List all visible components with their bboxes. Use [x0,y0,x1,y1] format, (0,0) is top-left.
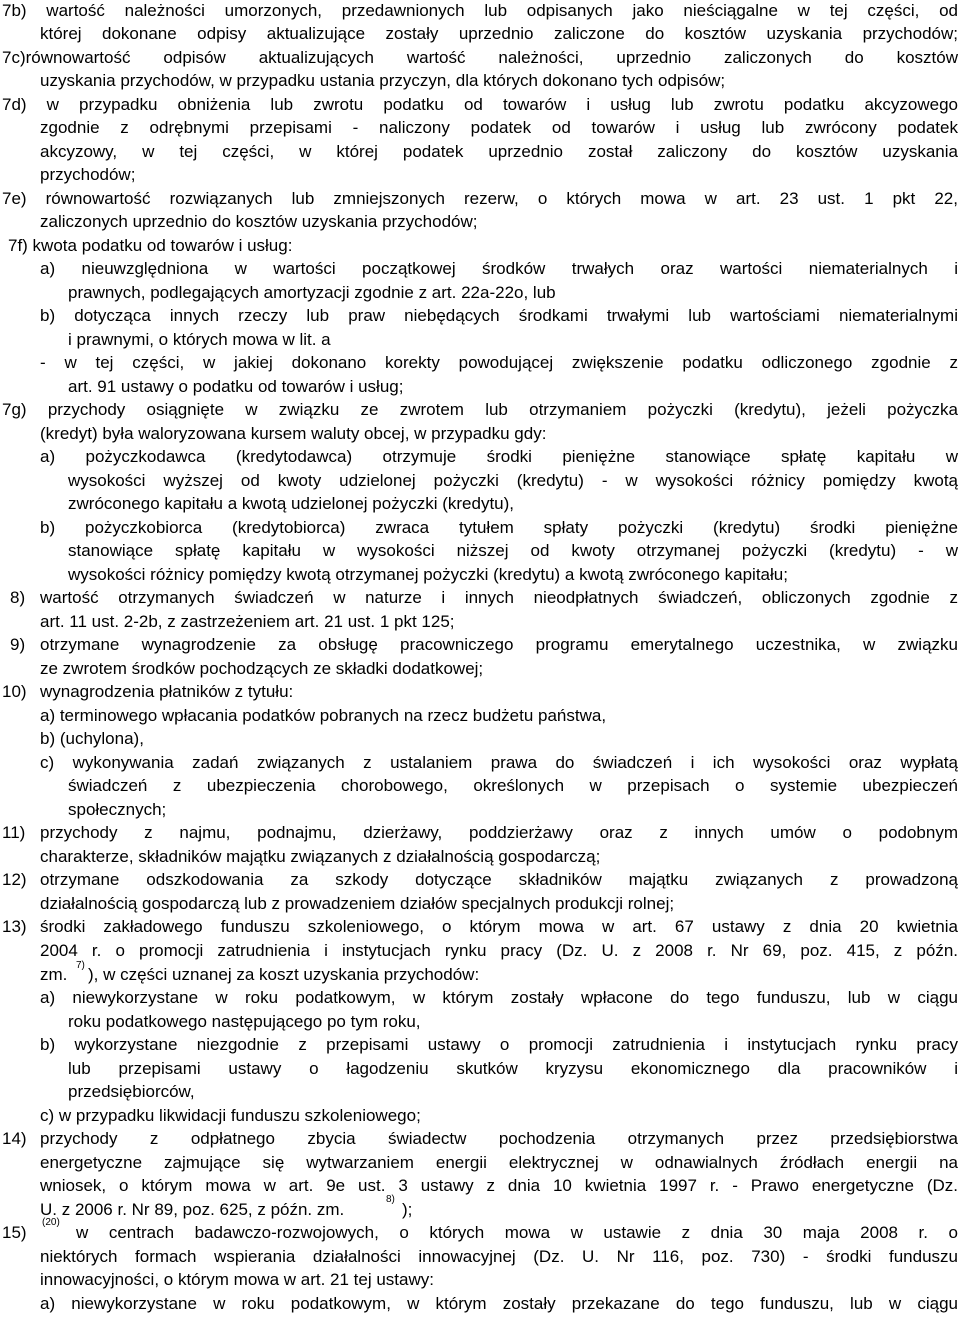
text-line: innowacyjności, o którym mowa w art. 21 tej ustawy: [40,1270,434,1289]
text-line: 7g) przychody osiągnięte w związku ze zwrotem lub otrzymaniem pożyczki (kredytu), jeżeli pożyczka [2,400,958,419]
text-line: zwróconego kapitału a kwotą udzielonej pożyczki (kredytu), [68,494,515,513]
footnote-reference: 8) [386,1194,395,1205]
text-line: b) dotycząca innych rzeczy lub praw niebędących środkami trwałymi lub wartościami niematerialnymi [40,306,958,325]
text-line: 11) [2,823,26,842]
footnote-reference: 7) [76,960,85,971]
text-line: art. 11 ust. 2-2b, z zastrzeżeniem art. 21 ust. 1 pkt 125; [40,612,455,631]
text-line: energetyczne zajmujące się wytwarzaniem energii elektrycznej w odnawialnych źródłach energii na [40,1153,958,1172]
text-line: 7c)równowartość odpisów aktualizujących wartość należności, uprzednio zaliczonych do kosztów [2,48,958,67]
text-line: wysokości wyższej od kwoty udzielonej pożyczki (kredytu) - w wysokości różnicy pomiędzy kwotą [68,471,958,490]
text-line: a) pożyczkodawca (kredytodawca) otrzymuje środki pieniężne stanowiące spłatę kapitału w [40,447,958,466]
text-line: przychody z najmu, podnajmu, dzierżawy, poddzierżawy oraz z innych umów o podobnym [40,823,958,842]
text-line: art. 91 ustawy o podatku od towarów i usług; [68,377,404,396]
text-line: 2004 r. o promocji zatrudnienia i instytucjach rynku pracy (Dz. U. z 2008 r. Nr 69, poz. 415, z późn. [40,941,958,960]
text-line: otrzymane wynagrodzenie za obsługę pracowniczego programu emerytalnego uczestnika, w związku [40,635,958,654]
text-line: - w tej części, w jakiej dokonano korekty powodującej zwiększenie podatku odliczonego zgodnie z [40,353,958,372]
text-line: 7e) równowartość rozwiązanych lub zmniejszonych rezerw, o których mowa w art. 23 ust. 1 pkt 22, [2,189,958,208]
text-line: U. z 2006 r. Nr 89, poz. 625, z późn. zm. [40,1200,345,1219]
text-line: działalnością gospodarczą lub z prowadzeniem działów specjalnych produkcji rolnej; [40,894,675,913]
text-line: niektórych formach wspierania działalności innowacyjnej (Dz. U. Nr 116, poz. 730) - środki funduszu [40,1247,958,1266]
text-line: b) wykorzystane niezgodnie z przepisami ustawy o promocji zatrudnienia i instytucjach rynku pracy [40,1035,958,1054]
text-line: a) nieuwzględniona w wartości początkowej środków trwałych oraz wartości niematerialnych i [40,259,958,278]
text-line: przychody z odpłatnego zbycia świadectw pochodzenia otrzymanych przez przedsiębiorstwa [40,1129,958,1148]
text-line: b) pożyczkobiorca (kredytobiorca) zwraca tytułem spłaty pożyczki (kredytu) środki pieniężne [40,518,958,537]
text-line: lub przepisami ustawy o łagodzeniu skutków kryzysu ekonomicznego dla pracowników i [68,1059,958,1078]
text-line: ), w części uznanej za koszt uzyskania przychodów: [88,965,480,984]
text-line: świadczeń z ubezpieczenia chorobowego, określonych w przepisach o systemie ubezpieczeń [68,776,958,795]
text-line: ze zwrotem środków pochodzących ze składki dodatkowej; [40,659,484,678]
text-line: 13) [2,917,27,936]
text-line: 10) [2,682,27,701]
text-line: 9) [10,635,26,654]
text-line: wniosek, o którym mowa w art. 9e ust. 3 ustawy z dnia 10 kwietnia 1997 r. - Prawo energetyczne (Dz. [40,1176,958,1195]
text-line: wartość otrzymanych świadczeń w naturze i innych nieodpłatnych świadczeń, obliczonych zgodnie z [40,588,958,607]
text-line: stanowiące spłatę kapitału w wysokości niższej od kwoty otrzymanej pożyczki (kredytu) - w [68,541,958,560]
text-line: wynagrodzenia płatników z tytułu: [40,682,294,701]
text-line: środki zakładowego funduszu szkoleniowego, o którym mowa w art. 67 ustawy z dnia 20 kwietnia [40,917,958,936]
text-line: a) niewykorzystane w roku podatkowym, w którym zostały wpłacone do tego funduszu, lub w ciągu [40,988,958,1007]
text-line: 15) [2,1223,27,1242]
text-line: której dokonane odpisy aktualizujące zostały uprzednio zaliczone do kosztów uzyskania przychodów; [40,24,958,43]
text-line: roku podatkowego następującego po tym roku, [68,1012,421,1031]
text-line: a) niewykorzystane w roku podatkowym, w którym zostały przekazane do tego funduszu, lub w ciągu [40,1294,958,1313]
text-line: w centrach badawczo-rozwojowych, o których mowa w ustawie z dnia 30 maja 2008 r. o [76,1223,958,1242]
text-line: charakterze, składników majątku związanych z działalnością gospodarczą; [40,847,601,866]
text-line: zm. [40,965,68,984]
text-line: 8) [10,588,26,607]
text-line: prawnych, podlegających amortyzacji zgodnie z art. 22a-22o, lub [68,283,556,302]
text-line: (kredyt) była waloryzowana kursem waluty obcej, w przypadku gdy: [40,424,547,443]
text-line: przedsiębiorców, [68,1082,195,1101]
text-line: przychodów; [40,165,136,184]
footnote-reference: (20) [42,1217,60,1228]
text-line: 7d) w przypadku obniżenia lub zwrotu podatku od towarów i usług lub zwrotu podatku akcyzowego [2,95,958,114]
text-line: wysokości różnicy pomiędzy kwotą otrzymanej pożyczki (kredytu) a kwotą zwróconego kapitału; [68,565,788,584]
text-line: b) (uchylona), [40,729,144,748]
text-line: a) terminowego wpłacania podatków pobranych na rzecz budżetu państwa, [40,706,607,725]
text-line: ); [402,1200,413,1219]
text-line: 7f) kwota podatku od towarów i usług: [8,236,293,255]
text-line: i prawnymi, o których mowa w lit. a [68,330,331,349]
text-line: 12) [2,870,27,889]
text-line: zgodnie z odrębnymi przepisami - naliczony podatek od towarów i usług lub zwrócony podatek [40,118,958,137]
text-line: społecznych; [68,800,167,819]
text-line: uzyskania przychodów, w przypadku ustania przyczyn, dla których dokonano tych odpisów; [40,71,726,90]
text-line: 7b) wartość należności umorzonych, przedawnionych lub odpisanych jako nieściągalne w tej części, od [2,1,958,20]
text-line: zaliczonych uprzednio do kosztów uzyskania przychodów; [40,212,478,231]
text-line: otrzymane odszkodowania za szkody dotyczące składników majątku związanych z prowadzoną [40,870,958,889]
text-line: c) w przypadku likwidacji funduszu szkoleniowego; [40,1106,421,1125]
text-line: 14) [2,1129,27,1148]
text-line: c) wykonywania zadań związanych z ustalaniem prawa do świadczeń i ich wysokości oraz wypłatą [40,753,958,772]
text-line: akcyzowy, w tej części, w której podatek uprzednio został zaliczony do kosztów uzyskania [40,142,958,161]
